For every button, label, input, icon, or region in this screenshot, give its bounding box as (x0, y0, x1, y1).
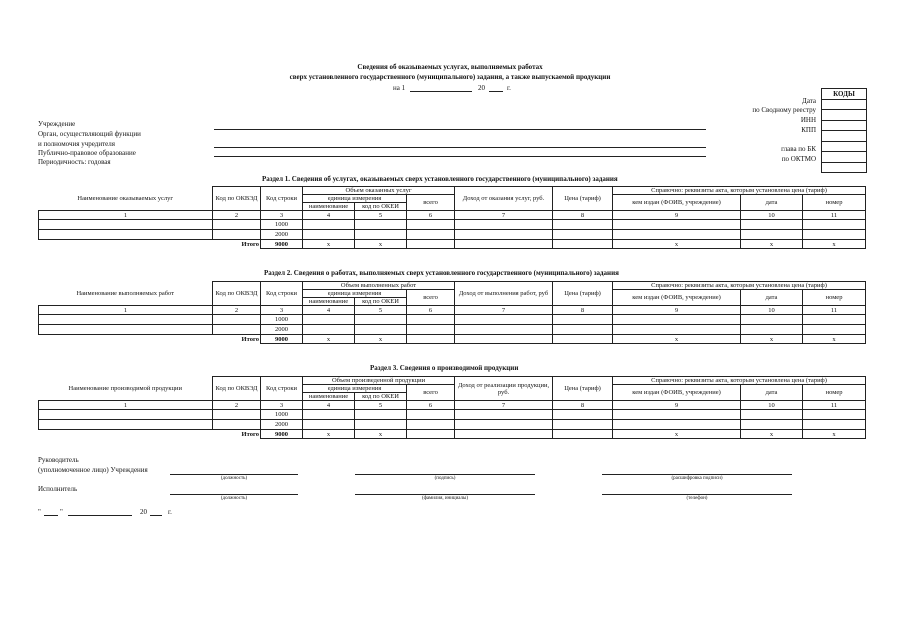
s1-total-header: всего (407, 195, 455, 211)
sign-date-year: 20 (140, 508, 147, 516)
s2-actdate-header: дата (741, 290, 803, 306)
s2-colnum: 6 (407, 306, 455, 315)
s1-cell[interactable] (455, 230, 553, 240)
s3-cell[interactable] (613, 410, 741, 420)
s3-cell[interactable] (803, 410, 866, 420)
s1-rowcode-header: Код строки (261, 187, 303, 211)
s1-total-label: Итого (241, 240, 259, 248)
s3-rowcode-header: Код строки (261, 377, 303, 401)
section1-table (38, 186, 866, 249)
s1-x: x (303, 240, 355, 249)
s2-cell[interactable] (355, 315, 407, 325)
report-date-suffix: г. (507, 84, 511, 92)
s2-cell-name[interactable] (39, 325, 213, 335)
s1-income-header: Доход от оказания услуг, руб. (455, 187, 553, 211)
s1-total-cell[interactable] (455, 240, 553, 249)
s3-colnum: 3 (261, 401, 303, 410)
s1-unit-header: единица измерения (303, 195, 407, 203)
s1-cell[interactable] (303, 220, 355, 230)
organ-line[interactable] (214, 147, 706, 148)
s3-cell[interactable] (355, 420, 407, 430)
s1-colnum: 9 (613, 211, 741, 220)
s1-volume-header: Объем оказанных услуг (303, 187, 455, 195)
s3-cell[interactable] (407, 410, 455, 420)
sign-date-day-line[interactable] (44, 515, 58, 516)
s3-cell[interactable] (553, 420, 613, 430)
s1-cell[interactable] (803, 230, 866, 240)
s2-colnum: 3 (261, 306, 303, 315)
s2-cell[interactable] (613, 315, 741, 325)
s2-name-header: Наименование выполняемых работ (39, 282, 213, 306)
report-date-year: 20 (478, 84, 485, 92)
s3-cell[interactable] (213, 420, 261, 430)
s3-colnum: 1 (39, 401, 213, 410)
head-decoding-caption: (расшифровка подписи) (671, 476, 723, 481)
s3-total-header: всего (407, 385, 455, 401)
s2-colnum: 7 (455, 306, 553, 315)
s2-cell[interactable] (741, 325, 803, 335)
s3-cell[interactable] (741, 420, 803, 430)
s1-cell[interactable] (355, 220, 407, 230)
s2-colnum: 4 (303, 306, 355, 315)
s3-colnum: 5 (355, 401, 407, 410)
s3-colnum: 9 (613, 401, 741, 410)
s1-colnum: 4 (303, 211, 355, 220)
s1-unit-okei-header: код по ОКЕИ (355, 203, 407, 211)
s1-cell[interactable] (303, 230, 355, 240)
head-label: Руководитель (38, 456, 79, 464)
s3-colnum: 4 (303, 401, 355, 410)
section1-title: Раздел 1. Сведения об услугах, оказываемых сверх установленного государственного (муниципального) задания (262, 175, 618, 183)
report-date-prefix: на 1 (393, 84, 406, 92)
s2-rowcode-header: Код строки (261, 282, 303, 306)
s1-cell[interactable] (553, 220, 613, 230)
s2-x: x (741, 335, 803, 344)
code-inn-cell[interactable] (822, 120, 867, 131)
s1-name-header: Наименование оказываемых услуг (39, 187, 213, 211)
s3-income-header: Доход от реализации продукции, руб. (455, 377, 553, 401)
s1-total-cell[interactable] (407, 240, 455, 249)
label-oktmo: по ОКТМО (781, 155, 816, 163)
s3-cell[interactable] (803, 420, 866, 430)
s1-x: x (741, 240, 803, 249)
s2-cell[interactable] (303, 315, 355, 325)
s1-cell[interactable] (613, 230, 741, 240)
s3-total-cell[interactable] (407, 430, 455, 439)
s1-cell[interactable] (455, 220, 553, 230)
s2-cell[interactable] (803, 315, 866, 325)
s2-reference-header: Справочно: реквизиты акта, которым установлена цена (тариф) (613, 282, 866, 290)
s3-colnum: 11 (803, 401, 866, 410)
s3-colnum: 2 (213, 401, 261, 410)
s1-x: x (355, 240, 407, 249)
executor-fio-line[interactable] (355, 494, 535, 495)
label-organ: Орган, осуществляющий функции (38, 130, 141, 138)
s2-cell[interactable] (455, 315, 553, 325)
s3-colnum: 10 (741, 401, 803, 410)
s1-cell[interactable] (355, 230, 407, 240)
s2-total-header: всего (407, 290, 455, 306)
s2-price-header: Цена (тариф) (553, 282, 613, 306)
s1-x: x (613, 240, 741, 249)
form-title-line1: Сведения об оказываемых услугах, выполняемых работах (357, 63, 543, 71)
s3-x: x (613, 430, 741, 439)
s3-total-cell[interactable] (455, 430, 553, 439)
label-organ-2: и полномочия учредителя (38, 140, 115, 148)
executor-phone-caption: (телефон) (686, 496, 708, 501)
label-bk: глава по БК (781, 145, 816, 153)
s2-cell[interactable] (741, 315, 803, 325)
s2-colnum: 2 (213, 306, 261, 315)
label-registry: по Сводному реестру (752, 106, 816, 114)
s3-colnum: 6 (407, 401, 455, 410)
s1-colnum: 1 (39, 211, 213, 220)
code-oktmo-cell[interactable] (822, 162, 867, 173)
head-position-line[interactable] (170, 474, 298, 475)
s1-cell[interactable] (407, 230, 455, 240)
s3-total-cell[interactable] (553, 430, 613, 439)
s2-x: x (303, 335, 355, 344)
s2-colnum: 10 (741, 306, 803, 315)
head-decoding-line[interactable] (602, 474, 792, 475)
executor-label: Исполнитель (38, 485, 78, 493)
s3-cell[interactable] (303, 410, 355, 420)
s3-rowcode: 1000 (261, 410, 303, 420)
s3-x: x (355, 430, 407, 439)
s2-cell[interactable] (407, 325, 455, 335)
sign-date-quote-open: " (38, 508, 41, 516)
s3-cell[interactable] (613, 420, 741, 430)
code-kpp-cell[interactable] (822, 131, 867, 142)
codes-table (821, 88, 867, 173)
code-registry-cell[interactable] (822, 110, 867, 121)
s3-actdate-header: дата (741, 385, 803, 401)
s1-colnum: 11 (803, 211, 866, 220)
s2-okved-header: Код по ОКВЭД (213, 282, 261, 306)
executor-phone-line[interactable] (602, 494, 792, 495)
s3-total-code: 9000 (261, 430, 303, 439)
s1-colnum: 5 (355, 211, 407, 220)
s2-volume-header: Объем выполненных работ (303, 282, 455, 290)
s3-reference-header: Справочно: реквизиты акта, которым установлена цена (тариф) (613, 377, 866, 385)
s1-actnum-header: номер (803, 195, 866, 211)
head-signature-caption: (подпись) (434, 476, 456, 481)
s3-issued-header: кем издан (ФОИВ, учреждение) (613, 385, 741, 401)
s3-unit-header: единица измерения (303, 385, 407, 393)
s3-x: x (741, 430, 803, 439)
s1-cell[interactable] (213, 230, 261, 240)
s1-cell[interactable] (553, 230, 613, 240)
s1-issued-header: кем издан (ФОИВ, учреждение) (613, 195, 741, 211)
s2-unit-okei-header: код по ОКЕИ (355, 298, 407, 306)
institution-line[interactable] (214, 129, 706, 130)
s3-volume-header: Объем произведенной продукции (303, 377, 455, 385)
s2-cell[interactable] (803, 325, 866, 335)
s3-x: x (303, 430, 355, 439)
s3-cell[interactable] (213, 410, 261, 420)
sign-date-quote-close: " (60, 508, 63, 516)
s3-cell[interactable] (553, 410, 613, 420)
s1-reference-header: Справочно: реквизиты акта, которым установлена цена (тариф) (613, 187, 866, 195)
s3-name-header: Наименование производимой продукции (39, 377, 213, 401)
head-signature-line[interactable] (355, 474, 535, 475)
sign-date-month-line[interactable] (68, 515, 132, 516)
s1-total-code: 9000 (261, 240, 303, 249)
s2-cell[interactable] (553, 325, 613, 335)
s1-colnum: 6 (407, 211, 455, 220)
s2-total-cell[interactable] (407, 335, 455, 344)
s2-x: x (613, 335, 741, 344)
section3-table (38, 376, 866, 439)
s2-issued-header: кем издан (ФОИВ, учреждение) (613, 290, 741, 306)
s1-rowcode: 2000 (261, 230, 303, 240)
s1-colnum: 7 (455, 211, 553, 220)
report-date-day-line (410, 91, 472, 92)
s3-unit-name-header: наименование (303, 393, 355, 401)
s3-cell[interactable] (303, 420, 355, 430)
section2-table (38, 281, 866, 344)
label-kpp: КПП (801, 126, 816, 134)
s1-cell[interactable] (407, 220, 455, 230)
s1-cell[interactable] (741, 230, 803, 240)
s2-total-code: 9000 (261, 335, 303, 344)
label-publicity: Публично-правовое образование (38, 149, 136, 157)
s1-cell-name[interactable] (39, 230, 213, 240)
label-inn: ИНН (800, 116, 816, 124)
s3-okved-header: Код по ОКВЭД (213, 377, 261, 401)
s2-cell[interactable] (455, 325, 553, 335)
executor-position-caption: (должность) (220, 496, 248, 501)
s1-colnum: 2 (213, 211, 261, 220)
executor-fio-caption: (фамилия, инициалы) (421, 496, 469, 501)
section2-title: Раздел 2. Сведения о работах, выполняемых сверх установленного государственного (муниципального) задания (264, 269, 619, 277)
s2-income-header: Доход от выполнения работ, руб (455, 282, 553, 306)
s1-colnum: 8 (553, 211, 613, 220)
s2-colnum: 1 (39, 306, 213, 315)
s1-price-header: Цена (тариф) (553, 187, 613, 211)
s1-cell[interactable] (741, 220, 803, 230)
report-date-year-line (489, 91, 503, 92)
s1-cell[interactable] (613, 220, 741, 230)
s2-cell[interactable] (213, 315, 261, 325)
head-position-caption: (должность) (220, 476, 248, 481)
s2-colnum: 9 (613, 306, 741, 315)
s3-actnum-header: номер (803, 385, 866, 401)
publicity-line[interactable] (214, 156, 706, 157)
code-bk-cell[interactable] (822, 152, 867, 163)
s1-colnum: 3 (261, 211, 303, 220)
s1-total-cell[interactable] (553, 240, 613, 249)
s1-unit-name-header: наименование (303, 203, 355, 211)
s2-total-cell[interactable] (553, 335, 613, 344)
s3-cell-name[interactable] (39, 420, 213, 430)
code-blank-cell[interactable] (822, 141, 867, 152)
s3-colnum: 7 (455, 401, 553, 410)
codes-header: КОДЫ (822, 89, 867, 100)
label-periodicity: Периодичность: годовая (38, 158, 111, 166)
code-date-cell[interactable] (822, 99, 867, 110)
form-title-line2: сверх установленного государственного (муниципального) задания, а также выпускаемой продукции (289, 73, 611, 81)
s2-colnum: 11 (803, 306, 866, 315)
s2-colnum: 8 (553, 306, 613, 315)
s2-unit-header: единица измерения (303, 290, 407, 298)
s2-cell[interactable] (355, 325, 407, 335)
s1-okved-header: Код по ОКВЭД (213, 187, 261, 211)
s2-rowcode: 1000 (261, 315, 303, 325)
s3-x: x (803, 430, 866, 439)
executor-position-line[interactable] (170, 494, 298, 495)
s2-colnum: 5 (355, 306, 407, 315)
s3-total-label: Итого (241, 430, 259, 438)
s2-total-label: Итого (241, 335, 259, 343)
s2-cell[interactable] (407, 315, 455, 325)
label-date: Дата (802, 97, 816, 105)
s3-cell[interactable] (741, 410, 803, 420)
sign-date-suffix: г. (168, 508, 172, 516)
label-institution: Учреждение (38, 120, 76, 128)
s1-x: x (803, 240, 866, 249)
s3-price-header: Цена (тариф) (553, 377, 613, 401)
section3-title: Раздел 3. Сведения о производимой продукции (370, 364, 519, 372)
s3-cell[interactable] (407, 420, 455, 430)
s1-colnum: 10 (741, 211, 803, 220)
s1-cell-name[interactable] (39, 220, 213, 230)
s2-cell[interactable] (303, 325, 355, 335)
s3-cell-name[interactable] (39, 410, 213, 420)
s3-rowcode: 2000 (261, 420, 303, 430)
s3-cell[interactable] (455, 410, 553, 420)
s2-cell[interactable] (553, 315, 613, 325)
s2-cell[interactable] (613, 325, 741, 335)
head-label-2: (уполномоченное лицо) Учреждения (38, 466, 148, 474)
s3-cell[interactable] (455, 420, 553, 430)
s2-cell-name[interactable] (39, 315, 213, 325)
s2-x: x (803, 335, 866, 344)
s3-colnum: 8 (553, 401, 613, 410)
s2-x: x (355, 335, 407, 344)
s3-unit-okei-header: код по ОКЕИ (355, 393, 407, 401)
s2-rowcode: 2000 (261, 325, 303, 335)
s2-unit-name-header: наименование (303, 298, 355, 306)
s3-cell[interactable] (355, 410, 407, 420)
sign-date-year-line[interactable] (150, 515, 162, 516)
s2-cell[interactable] (213, 325, 261, 335)
s1-rowcode: 1000 (261, 220, 303, 230)
s1-actdate-header: дата (741, 195, 803, 211)
s1-cell[interactable] (213, 220, 261, 230)
s2-total-cell[interactable] (455, 335, 553, 344)
s2-actnum-header: номер (803, 290, 866, 306)
s1-cell[interactable] (803, 220, 866, 230)
